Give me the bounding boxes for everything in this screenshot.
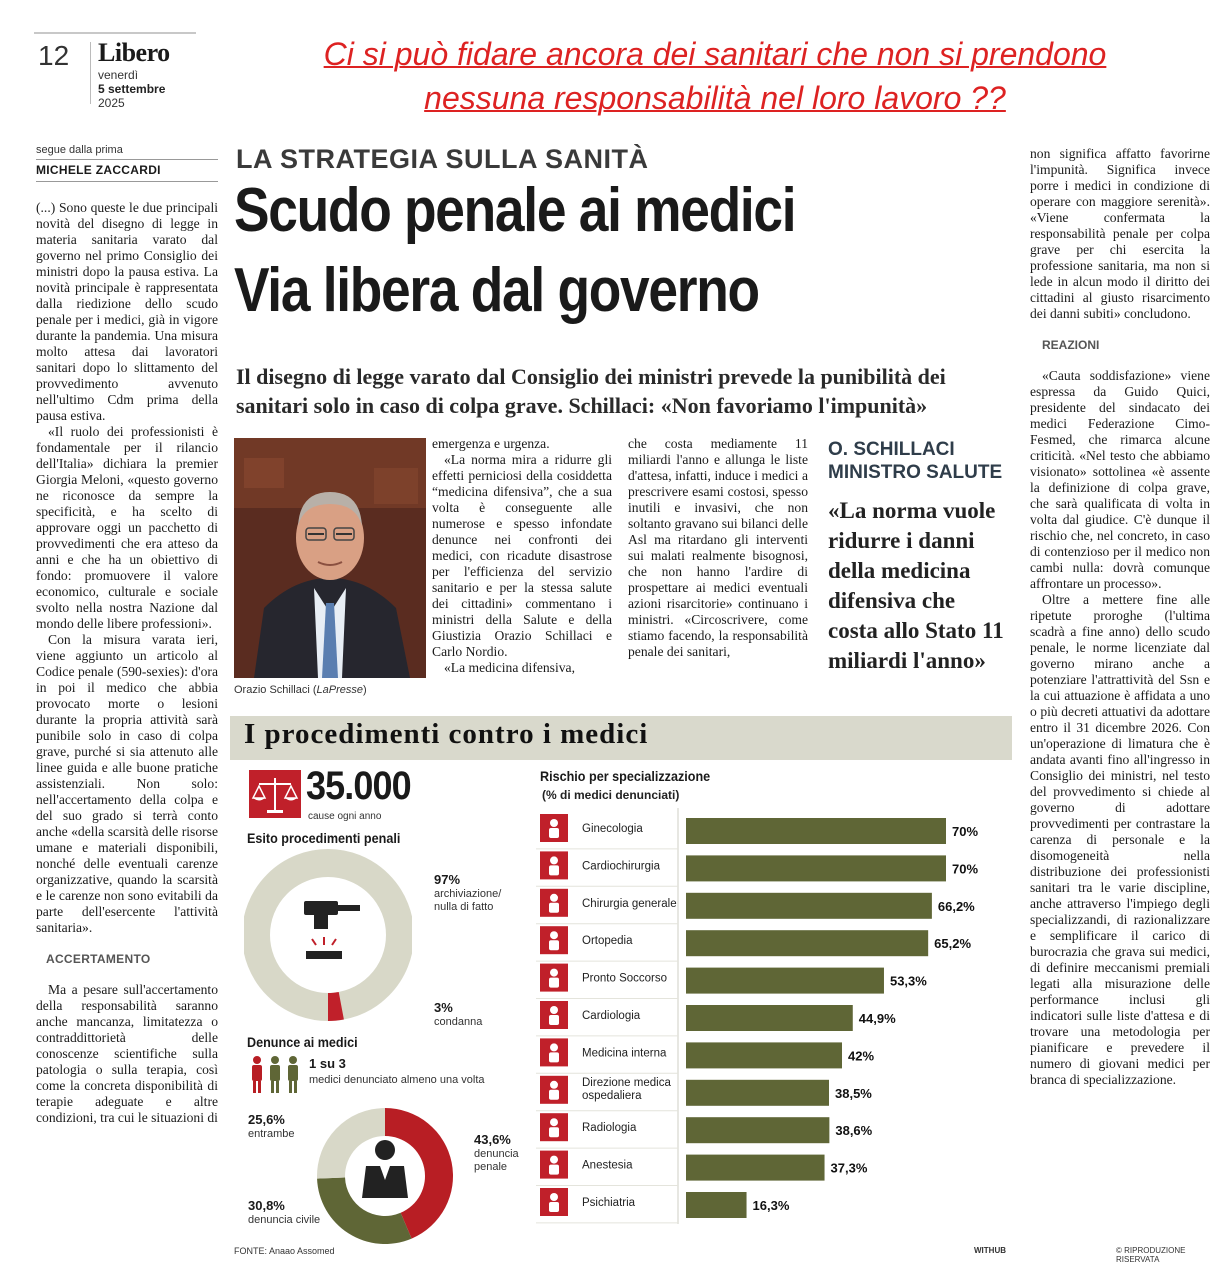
column-paragraph: «La norma mira a ridurre gli effetti perniciosi della cosiddetta “medicina difensiva”, che a sua volta è conseguente alle numerose e spesso infondate denunce nei confronti dei medici, con ricadute disastrose per l'efficienza del servizio sanitario e per la stessa salute dei cittadini» commentano i ministri della Salute e della Giustizia Orazio Schillaci e Carlo Nordio. (432, 452, 612, 659)
chart-row (536, 1151, 868, 1186)
chart-bar (686, 855, 946, 881)
agency-credit: WITHUB (974, 1246, 1006, 1255)
complaints-label-penale: denuncia penale (474, 1148, 519, 1173)
chart-category-label: Chirurgia generale (582, 897, 677, 910)
outcome-label-condanna: condanna (434, 1016, 483, 1028)
right-paragraph: Oltre a mettere fine alle ripetute proroghe (l'ultima scadrà a fine anno) dello scudo penale, le norme licenziate dal governo mirano anche a potenziare l'attrattività del Ssn e la cui attuazione è affidata a uno o più decreti attuativi da adottare entro il 31 dicembre 2026. Con un'operazione di limatura che è andata avanti fino all'ingresso in Consiglio dei ministri, nel testo del provvedimento si chiede al governo di adottare provvedimenti per contrastare la carenza di personale e la disomogeneità nella distribuzione dei professionisti sanitari tra le varie discipline, anche attraverso l'impiego degli specializzandi, di razionalizzare e semplificare il carico di burocrazia che grava sui medici, di definire meccanismi premiali legati alla misurazione delle performance inclusi gli indicatori sulle liste d'attesa e di trovare una metodologia per pianificare e prevedere il numero di giovani medici per branca di specializzazione. (1030, 592, 1210, 1087)
justice-scale-icon (249, 770, 301, 818)
chart-bar (686, 1042, 842, 1068)
chart-value-label: 53,3% (889, 973, 927, 989)
right-paragraph: non significa affatto favorirne l'impunità. Significa invece porre i medici in condizione di operare con maggiore serenità». «Viene confermata la responsabilità penale per colpa grave per chi esercita la professione sanitaria, ma non si lede in alcun modo il diritto dei cittadini al giusto risarcimento dei danni subiti» concludono. (1030, 146, 1210, 321)
chart-category-label: Pronto Soccorso (582, 972, 668, 985)
article-deck: Il disegno di legge varato dal Consiglio dei ministri prevede la punibilità dei sanitari solo in caso di colpa grave. Schillaci: «Non favoriamo l'impunità» (236, 364, 946, 418)
article-column-a (432, 436, 612, 676)
overlay-line-1: Ci si può fidare ancora dei sanitari che non si prendono (323, 36, 1107, 72)
syringe-icon (540, 1151, 568, 1179)
infographic-title: I procedimenti contro i medici (244, 718, 649, 750)
chart-bar (686, 1155, 825, 1181)
one-in-three-label: medici denunciato almeno una volta (309, 1074, 485, 1086)
complaints-label-entrambe: entrambe (248, 1128, 295, 1140)
chart-value-label: 70% (952, 824, 979, 839)
risk-chart-title: Rischio per specializzazione (540, 768, 711, 784)
bone-icon (540, 926, 568, 954)
pull-quote: «La norma vuole ridurre i danni della medicina difensiva che costa allo Stato 11 miliardi l'anno» (828, 498, 1004, 673)
chart-row (536, 964, 927, 999)
subhead-reazioni: REAZIONI (1042, 338, 1100, 352)
chart-value-label: 66,2% (937, 898, 975, 914)
masthead-rule (34, 32, 196, 34)
chart-row (536, 1001, 896, 1036)
chart-row (536, 926, 971, 961)
chart-bar (686, 1117, 829, 1143)
page-number: 12 (38, 40, 70, 71)
ambulance-icon (540, 964, 568, 992)
source-note: FONTE: Anaao Assomed (234, 1246, 335, 1256)
total-cases-number: 35.000 (306, 764, 411, 808)
masthead-divider (90, 42, 91, 104)
chart-bar (686, 1005, 853, 1031)
chart-row (536, 889, 975, 924)
left-paragraph: «Il ruolo dei professionisti è fondamentale per il rilancio dell'Italia» dichiara la premier Giorgia Meloni, «questo governo ne riconosce da sempre la specificità, e ha scelto di approvare oggi un pacchetto di provvedimenti che era atteso da anni e che ha un obiettivo di fondo: promuovere il valore economico, culturale e sociale svolto nella nostra Nazione dal mondo delle libere professioni». (36, 424, 218, 631)
outcome-title: Esito procedimenti penali (247, 830, 401, 846)
xray-icon (540, 1113, 568, 1141)
section-title: LA STRATEGIA SULLA SANITÀ (236, 144, 649, 174)
left-column (36, 144, 218, 1126)
chart-row (536, 1188, 790, 1223)
chart-row (536, 851, 978, 886)
risk-chart-subtitle: (% di medici denunciati) (542, 788, 680, 802)
article-column-b (628, 436, 808, 660)
chart-category-label: Direzione medica ospedaliera (582, 1076, 671, 1102)
heartbeat-icon (540, 1001, 568, 1029)
complaints-donut (306, 1098, 464, 1254)
subhead-accertamento: ACCERTAMENTO (46, 952, 151, 966)
outcome-pct-condanna: 3% (434, 1000, 453, 1015)
stethoscope-icon (540, 1038, 568, 1066)
complaints-pct-penale: 43,6% (474, 1132, 511, 1147)
chart-category-label: Cardiochirurgia (582, 860, 660, 873)
chart-bar (686, 818, 946, 844)
right-paragraph: «Cauta soddisfazione» viene espressa da Guido Quici, presidente del sindacato dei medici Federazione Cimo-Fesmed, che rimarca alcune criticità. «Nel testo che abbiamo visionato» sottolinea «è assente la definizione di colpa grave, che sarà qualificata di volta in volta dal giudice. C'è dunque il rischio che, nel concreto, in caso di contenzioso per il medico non cambi nulla: dovrà comunque affrontare un processo». (1030, 368, 1210, 591)
chart-category-label: Anestesia (582, 1159, 633, 1172)
minister-photo (234, 438, 426, 678)
masthead-year: 2025 (98, 96, 125, 110)
headline-line-1: Scudo penale ai medici (234, 176, 796, 245)
right-column (1030, 146, 1210, 1088)
chart-row (536, 1076, 872, 1111)
left-paragraph: Ma a pesare sull'accertamento della responsabilità saranno anche mancanza, limitatezza o contraddittorietà delle conoscenze scientifiche sulla patologia o sulla terapia, così come la concreta disponibilità di terapie adeguate e altre condizioni, tra cui le situazioni di (36, 982, 218, 1125)
column-paragraph: che costa mediamente 11 miliardi l'anno e allunga le liste d'attesa, infatti, induce i medici a prescrivere esami costosi, spesso inutili e invasivi, che non soltanto gravano sui bilanci delle Asl ma ritardano gli interventi sui malati realmente bisognosi, che non hanno l'ardire di prospettare ai medici eventuali azioni risarcitorie» continuano i ministri. «Circoscrivere, come stiamo facendo, la responsabilità penale dei sanitari, (628, 436, 808, 659)
chart-value-label: 70% (952, 861, 979, 877)
photo-credit: LaPresse (316, 684, 364, 696)
copyright-note: © RIPRODUZIONE RISERVATA (1116, 1246, 1186, 1264)
chart-value-label: 65,2% (934, 936, 972, 952)
hospital-icon (540, 1076, 568, 1104)
total-cases-label: cause ogni anno (308, 811, 382, 822)
chart-row (536, 814, 978, 849)
chart-category-label: Cardiologia (582, 1010, 641, 1022)
chart-value-label: 42% (848, 1048, 875, 1064)
masthead-day: venerdì (98, 68, 139, 82)
continued-kicker: segue dalla prima (36, 144, 218, 160)
outcome-slice-archiviazione (256, 863, 400, 1007)
one-in-three: 1 su 3 (309, 1056, 346, 1071)
chart-category-label: Ortopedia (582, 935, 633, 948)
brain-icon (540, 1188, 568, 1216)
judge-icon (362, 1140, 408, 1198)
outcome-donut (244, 843, 412, 1023)
gavel-icon (304, 901, 360, 959)
left-paragraph: Con la misura varata ieri, viene aggiunto un articolo al Codice penale (590-sexies): d'ora in poi il medico che abbia provocato morte o lesioni durante la propria attività sarà punibile solo in caso di colpa grave, purché si sia attenuto alle linee guida e alle buone pratiche assistenziali. Non solo: nell'accertamento della colpa e del suo grado si terrà conto anche «della scarsità delle risorse umane e materiali disponibili, nonché delle eventuali carenze organizzative, quando la scarsità e le carenze non sono evitabili da parte dell'esercente l'attività sanitaria». (36, 632, 218, 935)
complaints-title: Denunce ai medici (247, 1034, 358, 1050)
chart-category-label: Psichiatria (582, 1197, 636, 1209)
author-byline: MICHELE ZACCARDI (36, 163, 218, 182)
newspaper-logo: Libero (98, 38, 170, 67)
chart-row (536, 1113, 873, 1148)
photo-caption: Orazio Schillaci (LaPresse) (234, 684, 367, 696)
quote-name: O. SCHILLACI (828, 439, 955, 460)
chart-row (536, 1038, 874, 1073)
chart-bar (686, 1080, 829, 1106)
outcome-label-archiviazione: archiviazione/ nulla di fatto (434, 888, 502, 913)
left-body-2 (36, 982, 218, 1126)
chart-value-label: 37,3% (830, 1160, 868, 1176)
heart-icon (540, 851, 568, 879)
quote-attribution (828, 438, 1002, 484)
chart-value-label: 44,9% (858, 1011, 896, 1026)
people-icon (249, 1054, 301, 1094)
overlay-comment (220, 32, 1210, 120)
chart-value-label: 38,6% (835, 1123, 873, 1139)
chart-value-label: 16,3% (752, 1198, 790, 1213)
chart-bar (686, 1192, 747, 1218)
left-paragraph: (...) Sono queste le due principali novità del disegno di legge in materia sanitaria varato dal governo nel primo Consiglio dei ministri dopo la pausa estiva. La novità principale è rappresentata dalla riedizione dello scudo penale per i medici, già in vigore durante la pandemia. Una misura molto attesa dai lavoratori sanitari dopo lo slittamento del provvedimento avvenuto nell'ultimo Cdm prima della pausa estiva. (36, 200, 218, 423)
chart-bar (686, 893, 932, 919)
chart-bar (686, 930, 928, 956)
complaints-label-civile: denuncia civile (248, 1214, 321, 1226)
column-paragraph: emergenza e urgenza. (432, 436, 550, 451)
chart-category-label: Radiologia (582, 1122, 637, 1135)
masthead-date: 5 settembre (98, 82, 166, 96)
complaints-pct-entrambe: 25,6% (248, 1112, 285, 1127)
column-paragraph: «La medicina difensiva, (444, 660, 575, 675)
quote-role: MINISTRO SALUTE (828, 462, 1003, 483)
risk-bar-chart (536, 808, 1012, 1228)
chart-bar (686, 968, 884, 994)
outcome-pct-archiviazione: 97% (434, 872, 461, 887)
left-body (36, 200, 218, 936)
overlay-line-2: nessuna responsabilità nel loro lavoro ?? (424, 80, 1006, 116)
chart-category-label: Medicina interna (582, 1047, 667, 1060)
headline-line-2: Via libera dal governo (234, 256, 759, 325)
complaints-pct-civile: 30,8% (248, 1198, 285, 1213)
female-icon (540, 814, 568, 842)
surgery-icon (540, 889, 568, 917)
chart-category-label: Ginecologia (582, 823, 643, 835)
chart-value-label: 38,5% (835, 1085, 872, 1101)
